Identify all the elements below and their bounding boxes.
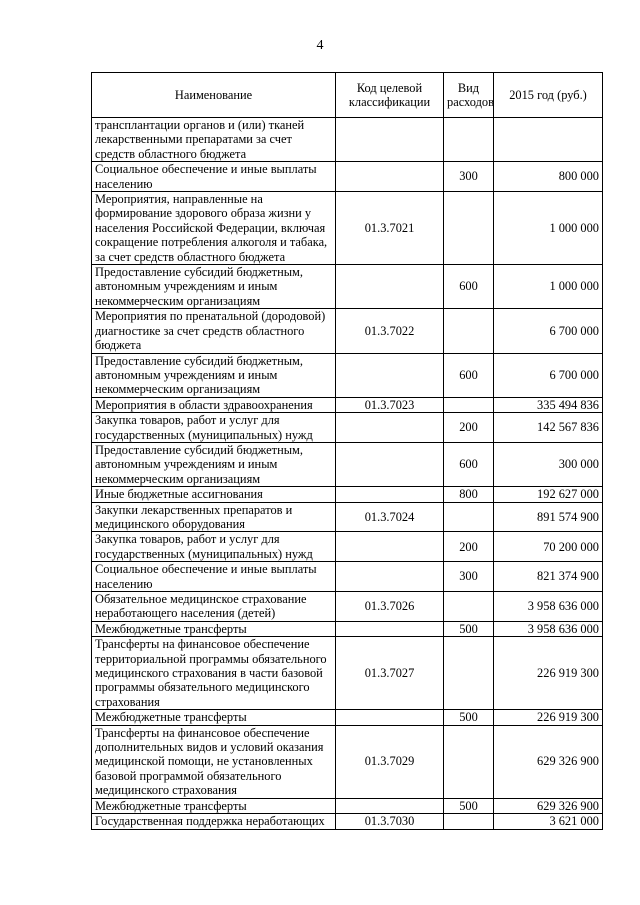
name-cell: Мероприятия, направленные на формирование здорового образа жизни у населения Российской Федерации, включая сокращение потребления алкоголя и табака, за счет средств областного бюджета (92, 192, 336, 265)
table-row (92, 798, 603, 813)
kind-cell: 500 (444, 710, 494, 725)
name-cell: Предоставление субсидий бюджетным, автономным учреждениям и иным некоммерческим организациям (92, 353, 336, 397)
kind-cell (444, 309, 494, 353)
amount-cell: 192 627 000 (494, 487, 603, 502)
name-cell: Закупки лекарственных препаратов и медицинского оборудования (92, 502, 336, 532)
kind-cell: 600 (444, 442, 494, 486)
name-cell: Социальное обеспечение и иные выплаты населению (92, 162, 336, 192)
kind-cell: 300 (444, 162, 494, 192)
table-row (92, 442, 603, 486)
code-cell (336, 487, 444, 502)
table-row (92, 725, 603, 798)
name-cell: трансплантации органов и (или) тканей лекарственными препаратами за счет средств областного бюджета (92, 118, 336, 162)
code-cell (336, 413, 444, 443)
code-cell (336, 621, 444, 636)
table-row (92, 502, 603, 532)
amount-cell: 335 494 836 (494, 397, 603, 412)
table-row (92, 710, 603, 725)
name-cell: Закупка товаров, работ и услуг для государственных (муниципальных) нужд (92, 413, 336, 443)
code-cell: 01.3.7029 (336, 725, 444, 798)
kind-cell (444, 502, 494, 532)
name-cell: Трансферты на финансовое обеспечение дополнительных видов и условий оказания медицинской помощи, не установленных базовой программой обязательного медицинского страхования (92, 725, 336, 798)
header-name: Наименование (92, 73, 336, 118)
kind-cell: 800 (444, 487, 494, 502)
kind-cell: 300 (444, 562, 494, 592)
name-cell: Государственная поддержка неработающих (92, 814, 336, 829)
name-cell: Мероприятия по пренатальной (дородовой) диагностике за счет средств областного бюджета (92, 309, 336, 353)
kind-cell (444, 118, 494, 162)
amount-cell: 629 326 900 (494, 798, 603, 813)
amount-cell: 1 000 000 (494, 192, 603, 265)
table-row (92, 413, 603, 443)
kind-cell (444, 637, 494, 710)
table-body (92, 118, 603, 830)
table-row (92, 487, 603, 502)
table-row (92, 532, 603, 562)
table-row (92, 592, 603, 622)
amount-cell: 3 958 636 000 (494, 621, 603, 636)
code-cell: 01.3.7021 (336, 192, 444, 265)
page-number: 4 (316, 38, 324, 53)
name-cell: Обязательное медицинское страхование неработающего населения (детей) (92, 592, 336, 622)
code-cell (336, 562, 444, 592)
code-cell (336, 118, 444, 162)
kind-cell: 200 (444, 413, 494, 443)
code-cell (336, 532, 444, 562)
amount-cell: 142 567 836 (494, 413, 603, 443)
code-cell: 01.3.7022 (336, 309, 444, 353)
table-row (92, 192, 603, 265)
code-cell: 01.3.7024 (336, 502, 444, 532)
amount-cell: 6 700 000 (494, 309, 603, 353)
name-cell: Межбюджетные трансферты (92, 710, 336, 725)
amount-cell: 3 958 636 000 (494, 592, 603, 622)
amount-cell: 226 919 300 (494, 710, 603, 725)
amount-cell: 6 700 000 (494, 353, 603, 397)
code-cell (336, 710, 444, 725)
amount-cell (494, 118, 603, 162)
code-cell (336, 265, 444, 309)
name-cell: Социальное обеспечение и иные выплаты населению (92, 562, 336, 592)
name-cell: Предоставление субсидий бюджетным, автономным учреждениям и иным некоммерческим организациям (92, 442, 336, 486)
name-cell: Межбюджетные трансферты (92, 621, 336, 636)
header-kind: Вид расходов (444, 73, 494, 118)
kind-cell: 500 (444, 798, 494, 813)
table-row (92, 397, 603, 412)
kind-cell (444, 192, 494, 265)
amount-cell: 891 574 900 (494, 502, 603, 532)
table-row (92, 562, 603, 592)
kind-cell (444, 725, 494, 798)
table-row (92, 118, 603, 162)
name-cell: Предоставление субсидий бюджетным, автономным учреждениям и иным некоммерческим организациям (92, 265, 336, 309)
kind-cell (444, 397, 494, 412)
code-cell: 01.3.7023 (336, 397, 444, 412)
amount-cell: 300 000 (494, 442, 603, 486)
kind-cell: 200 (444, 532, 494, 562)
code-cell (336, 162, 444, 192)
amount-cell: 1 000 000 (494, 265, 603, 309)
code-cell: 01.3.7026 (336, 592, 444, 622)
kind-cell (444, 592, 494, 622)
amount-cell: 821 374 900 (494, 562, 603, 592)
amount-cell: 3 621 000 (494, 814, 603, 829)
header-code: Код целевой классификации (336, 73, 444, 118)
amount-cell: 70 200 000 (494, 532, 603, 562)
code-cell: 01.3.7027 (336, 637, 444, 710)
table-row (92, 814, 603, 829)
table-row (92, 309, 603, 353)
table-row (92, 265, 603, 309)
table-row (92, 637, 603, 710)
table-row (92, 621, 603, 636)
code-cell (336, 798, 444, 813)
name-cell: Межбюджетные трансферты (92, 798, 336, 813)
name-cell: Трансферты на финансовое обеспечение территориальной программы обязательного медицинского страхования в части базовой программы обязательного медицинского страхования (92, 637, 336, 710)
kind-cell: 500 (444, 621, 494, 636)
budget-table (91, 72, 603, 830)
name-cell: Иные бюджетные ассигнования (92, 487, 336, 502)
kind-cell: 600 (444, 265, 494, 309)
table-row (92, 162, 603, 192)
kind-cell: 600 (444, 353, 494, 397)
table-row (92, 353, 603, 397)
code-cell: 01.3.7030 (336, 814, 444, 829)
header-amount: 2015 год (руб.) (494, 73, 603, 118)
code-cell (336, 442, 444, 486)
name-cell: Закупка товаров, работ и услуг для государственных (муниципальных) нужд (92, 532, 336, 562)
code-cell (336, 353, 444, 397)
kind-cell (444, 814, 494, 829)
amount-cell: 226 919 300 (494, 637, 603, 710)
name-cell: Мероприятия в области здравоохранения (92, 397, 336, 412)
amount-cell: 629 326 900 (494, 725, 603, 798)
table-header-row (92, 73, 603, 118)
amount-cell: 800 000 (494, 162, 603, 192)
